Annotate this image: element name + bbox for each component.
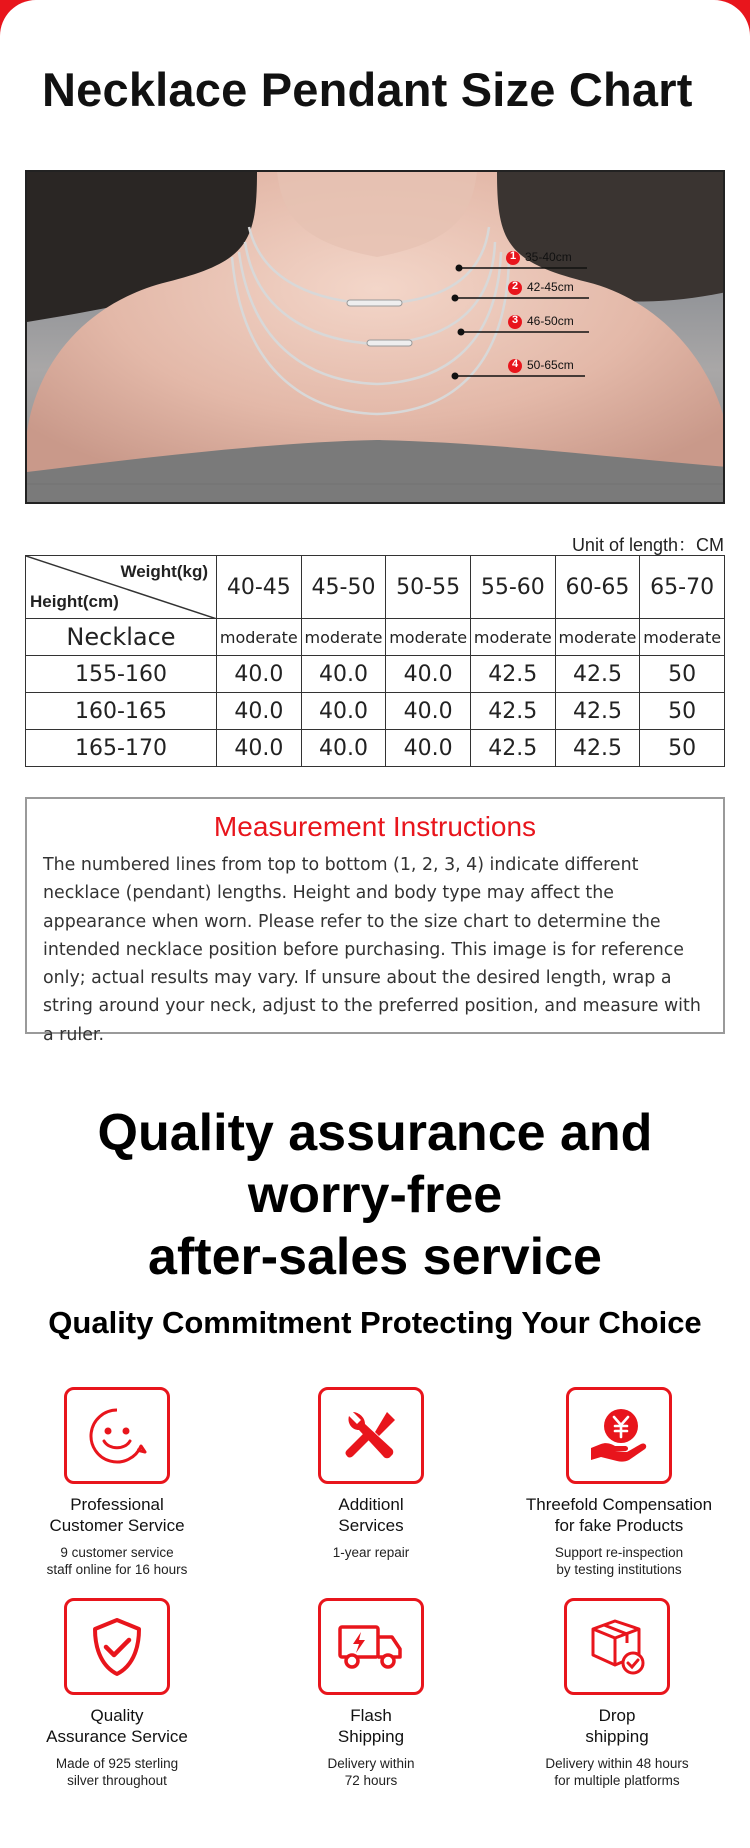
table-cell: 42.5 bbox=[470, 730, 555, 767]
unit-of-length: Unit of length：CM bbox=[571, 535, 724, 555]
column-header: 40-45 bbox=[217, 556, 302, 619]
table-cell: 50 bbox=[640, 730, 725, 767]
marker-label-2: 42-45cm bbox=[527, 280, 574, 294]
feature-desc-line: Delivery within 48 hours bbox=[545, 1756, 689, 1771]
feature-flash-shipping bbox=[246, 1598, 496, 1789]
feature-name-line: for fake Products bbox=[554, 1516, 684, 1535]
quality-heading bbox=[0, 1102, 750, 1288]
feature-additional-services bbox=[246, 1387, 496, 1561]
marker-number-1: 1 bbox=[509, 250, 517, 262]
table-cell: moderate bbox=[640, 619, 725, 656]
marker-label-1: 35-40cm bbox=[525, 250, 572, 264]
instructions-body: The numbered lines from top to bottom (1, 2, 3, 4) indicate different necklace (pendant) lengths. Height and body type may affect the appearance when worn. Please refer to the size chart to determine the intended necklace position before purchasing. This image is for reference only; actual results may vary. If unsure about the desired length, wrap a string around your neck, adjust to the preferred position, and measure with a ruler. bbox=[43, 855, 701, 1045]
feature-name-line: Assurance Service bbox=[46, 1727, 188, 1746]
feature-name-line: Customer Service bbox=[49, 1516, 185, 1535]
package-box-icon bbox=[585, 1615, 649, 1679]
table-row bbox=[26, 730, 725, 767]
row-label: 160-165 bbox=[26, 693, 217, 730]
row-label: Necklace bbox=[26, 619, 217, 656]
table-cell: moderate bbox=[217, 619, 302, 656]
table-cell: 42.5 bbox=[470, 693, 555, 730]
table-cell: 40.0 bbox=[301, 656, 386, 693]
smiley-chat-icon bbox=[85, 1404, 149, 1468]
yuan-hand-icon bbox=[587, 1404, 651, 1468]
table-cell: moderate bbox=[386, 619, 471, 656]
measurement-instructions-box bbox=[25, 797, 725, 1045]
table-row bbox=[26, 619, 725, 656]
table-header-row bbox=[26, 556, 725, 619]
table-row bbox=[26, 656, 725, 693]
feature-desc-line: 9 customer service bbox=[60, 1545, 174, 1560]
feature-quality-assurance bbox=[0, 1598, 242, 1789]
marker-number-3: 3 bbox=[511, 314, 519, 326]
table-cell: 40.0 bbox=[386, 730, 471, 767]
table-cell: 42.5 bbox=[555, 730, 640, 767]
row-label: 155-160 bbox=[26, 656, 217, 693]
feature-customer-service bbox=[0, 1387, 242, 1578]
instructions-title: Measurement Instructions bbox=[213, 811, 537, 842]
quality-heading-line-3: after-sales service bbox=[148, 1228, 602, 1286]
height-header: Height(cm) bbox=[30, 592, 119, 611]
table-cell: 40.0 bbox=[217, 730, 302, 767]
feature-name-line: Drop bbox=[598, 1706, 636, 1725]
feature-desc-line: by testing institutions bbox=[556, 1562, 682, 1577]
feature-name-line: Shipping bbox=[337, 1727, 405, 1746]
feature-name-line: Additionl bbox=[338, 1495, 404, 1514]
feature-name-line: shipping bbox=[585, 1727, 649, 1746]
feature-name-line: Flash bbox=[350, 1706, 392, 1725]
feature-icon-box bbox=[566, 1387, 672, 1484]
feature-desc-line: Made of 925 sterling bbox=[55, 1756, 179, 1771]
quality-heading-line-2: worry-free bbox=[247, 1166, 503, 1224]
column-header: 55-60 bbox=[470, 556, 555, 619]
table-cell: 40.0 bbox=[217, 656, 302, 693]
feature-drop-shipping bbox=[492, 1598, 742, 1789]
quality-heading-line-1: Quality assurance and bbox=[97, 1104, 653, 1162]
feature-name-line: Quality bbox=[90, 1706, 144, 1725]
feature-desc-line: Delivery within bbox=[327, 1756, 415, 1771]
feature-threefold-compensation bbox=[494, 1387, 744, 1578]
page-title: Necklace Pendant Size Chart bbox=[42, 63, 693, 116]
column-header: 65-70 bbox=[640, 556, 725, 619]
table-cell: 50 bbox=[640, 656, 725, 693]
table-cell: moderate bbox=[301, 619, 386, 656]
feature-icon-box bbox=[64, 1598, 170, 1695]
feature-icon-box bbox=[64, 1387, 170, 1484]
table-cell: 40.0 bbox=[301, 730, 386, 767]
marker-label-4: 50-65cm bbox=[527, 358, 574, 372]
table-cell: 42.5 bbox=[555, 693, 640, 730]
feature-desc-line: 72 hours bbox=[344, 1773, 398, 1788]
table-cell: 40.0 bbox=[386, 656, 471, 693]
quality-subtitle: Quality Commitment Protecting Your Choice bbox=[48, 1305, 702, 1340]
shield-check-icon bbox=[85, 1615, 149, 1679]
column-header: 50-55 bbox=[386, 556, 471, 619]
table-cell: 40.0 bbox=[301, 693, 386, 730]
column-header: 60-65 bbox=[555, 556, 640, 619]
feature-desc-line: staff online for 16 hours bbox=[46, 1562, 188, 1577]
size-chart-table bbox=[25, 555, 725, 767]
feature-name-line: Threefold Compensation bbox=[525, 1495, 713, 1514]
table-cell: 40.0 bbox=[386, 693, 471, 730]
delivery-truck-icon bbox=[336, 1619, 406, 1675]
table-cell: moderate bbox=[555, 619, 640, 656]
column-header: 45-50 bbox=[301, 556, 386, 619]
feature-desc-line: 1-year repair bbox=[332, 1545, 410, 1560]
table-cell: 40.0 bbox=[217, 693, 302, 730]
weight-header: Weight(kg) bbox=[120, 562, 208, 581]
necklace-model-photo bbox=[25, 170, 725, 504]
marker-number-2: 2 bbox=[511, 280, 519, 292]
table-cell: moderate bbox=[470, 619, 555, 656]
row-label: 165-170 bbox=[26, 730, 217, 767]
feature-icon-box bbox=[318, 1387, 424, 1484]
feature-name-line: Professional bbox=[70, 1495, 164, 1514]
table-row bbox=[26, 693, 725, 730]
table-cell: 42.5 bbox=[555, 656, 640, 693]
tools-icon bbox=[339, 1404, 403, 1468]
marker-label-3: 46-50cm bbox=[527, 314, 574, 328]
feature-desc-line: for multiple platforms bbox=[554, 1773, 680, 1788]
feature-icon-box bbox=[564, 1598, 670, 1695]
marker-number-4: 4 bbox=[511, 358, 519, 370]
feature-name-line: Services bbox=[338, 1516, 404, 1535]
feature-desc-line: Support re-inspection bbox=[554, 1545, 684, 1560]
table-cell: 50 bbox=[640, 693, 725, 730]
feature-desc-line: silver throughout bbox=[67, 1773, 167, 1788]
table-corner-cell bbox=[26, 556, 217, 619]
feature-icon-box bbox=[318, 1598, 424, 1695]
table-cell: 42.5 bbox=[470, 656, 555, 693]
